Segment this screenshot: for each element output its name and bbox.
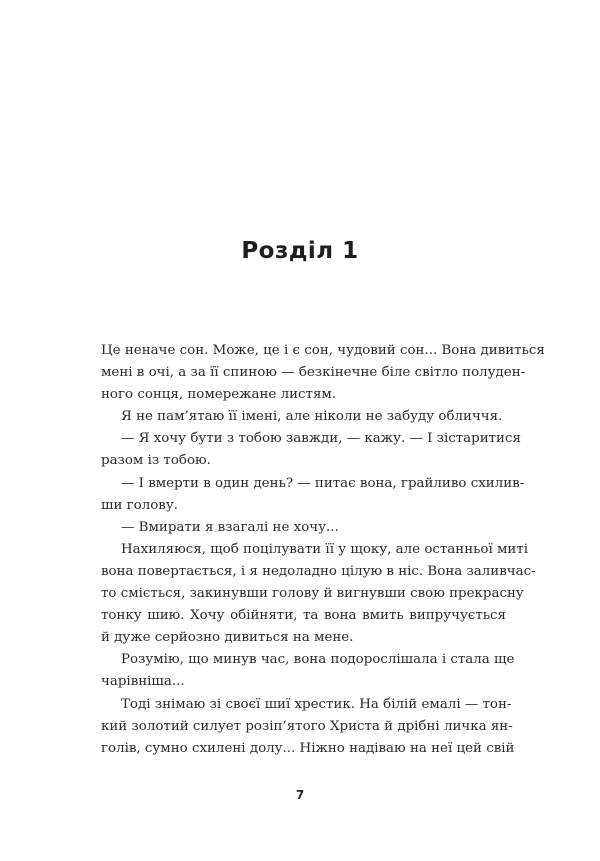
text-line: Тоді знімаю зі своєї шиї хрестик. На білій емалі — тон- — [121, 696, 512, 712]
text-line: мені в очі, а за її спиною — безкінечне біле світло полуден- — [101, 365, 526, 381]
text-line: ного сонця, помережане листям. — [101, 387, 337, 403]
text-line: разом із тобою. — [101, 453, 211, 469]
text-line: ши голову. — [101, 497, 178, 513]
chapter-title: Розділ 1 — [241, 238, 359, 264]
page-number: 7 — [295, 788, 305, 802]
text-line: Це неначе сон. Може, це і є сон, чудовий сон... Вона дивиться — [101, 343, 545, 358]
text-line: голів, сумно схилені долу... Ніжно надіваю на неї цей свій — [101, 740, 515, 756]
text-line: Розумію, що минув час, вона подорослішала і стала ще — [121, 652, 515, 668]
text-line: чарівніша... — [101, 674, 185, 690]
text-line: тонку шию. Хочу обійняти, та вона вмить випручується — [101, 608, 506, 624]
text-line: Нахиляюся, щоб поцілувати її у щоку, але останньої миті — [121, 541, 529, 557]
text-line: то сміється, закинувши голову й вигнувши свою прекрасну — [101, 586, 524, 602]
text-line: — Вмирати я взагалі не хочу... — [121, 519, 339, 535]
body-text — [101, 340, 545, 760]
text-line: кий золотий силует розіп’ятого Христа й дрібні личка ян- — [101, 718, 513, 734]
text-line: Я не пам’ятаю її імені, але ніколи не забуду обличчя. — [121, 409, 503, 425]
text-line: — І вмерти в один день? — питає вона, грайливо схилив- — [121, 475, 525, 491]
text-line: — Я хочу бути з тобою завжди, — кажу. — І зістаритися — [121, 431, 521, 447]
text-line: вона повертається, і я недоладно цілую в ніс. Вона заливчас- — [101, 563, 536, 579]
text-line: й дуже серйозно дивиться на мене. — [101, 630, 354, 646]
